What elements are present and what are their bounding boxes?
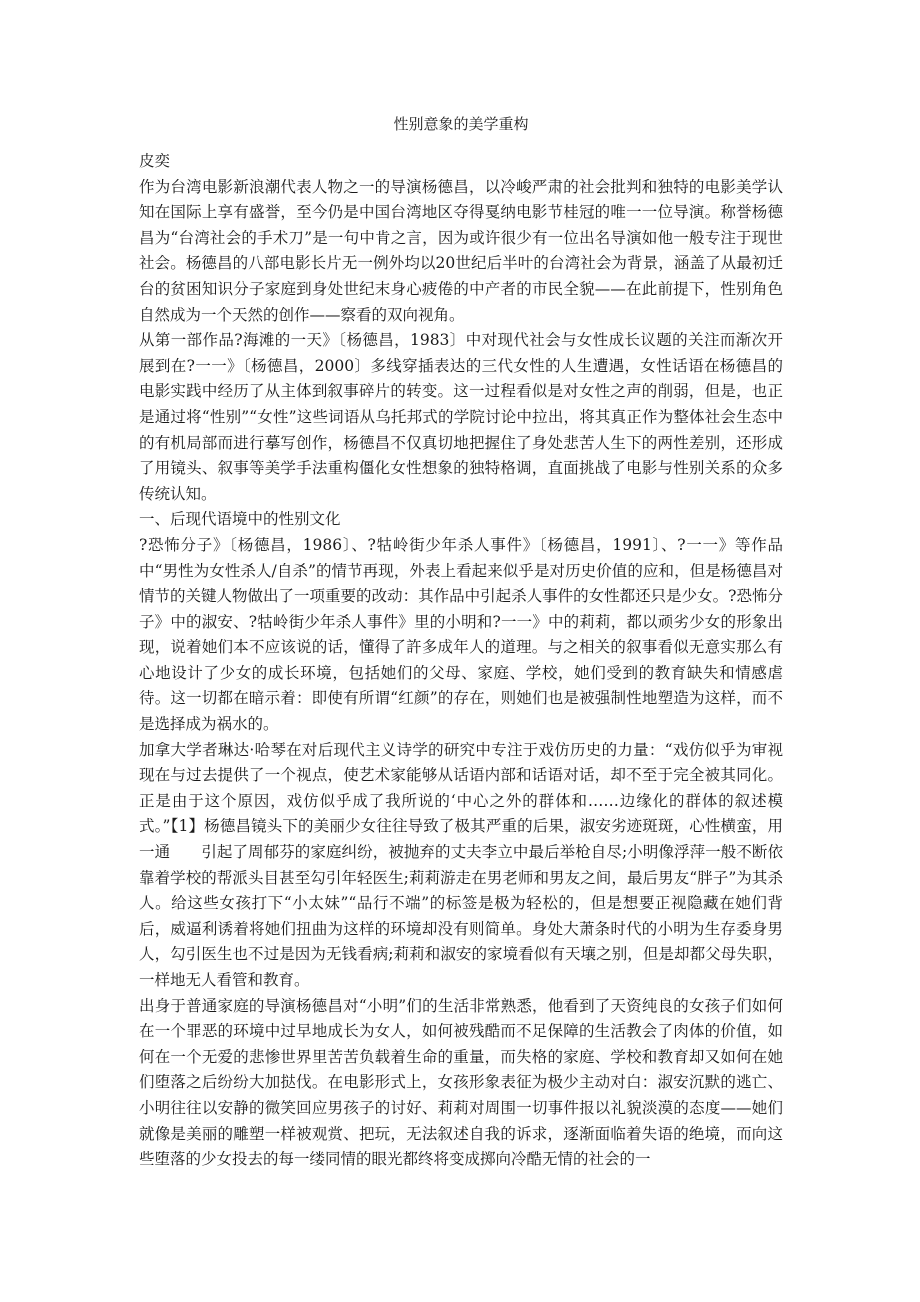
- paragraph: 出身于普通家庭的导演杨德昌对“小明”们的生活非常熟悉，他看到了天资纯良的女孩子们如何在一个罪恶的环境中过早地成长为女人，如何被残酷而不足保障的生活教会了肉体的价值，如何在一个无爱的悲惨世界里苦苦负载着生命的重量，而失格的家庭、学校和教育却又如何在她们堕落之后纷纷大加挞伐。在电影形式上，女孩形象表征为极少主动对白：淑安沉默的逃亡、小明往往以安静的微笑回应男孩子的讨好、莉莉对周围一切事件报以礼貌淡漠的态度——她们就像是美丽的雕塑一样被观赏、把玩，无法叙述自我的诉求，逐渐面临着失语的绝境，而向这些堕落的少女投去的每一缕同情的眼光都终将变成掷向冷酷无情的社会的一: [139, 996, 783, 1169]
- author-name: 皮奕: [139, 152, 171, 170]
- document-title: 性别意象的美学重构: [393, 115, 529, 133]
- section-heading: 一、后现代语境中的性别文化: [139, 510, 341, 529]
- paragraph: 作为台湾电影新浪潮代表人物之一的导演杨德昌，以冷峻严肃的社会批判和独特的电影美学认知在国际上享有盛誉，至今仍是中国台湾地区夺得戛纳电影节桂冠的唯一一位导演。称誉杨德昌为“台湾社会的手术刀”是一句中肯之言，因为或许很少有一位出名导演如他一般专注于现世社会。杨德昌的八部电影长片无一例外均以20世纪后半叶的台湾社会为背景，涵盖了从最初迁台的贫困知识分子家庭到身处世纪末身心疲倦的中产者的市民全貌——在此前提下，性别角色自然成为一个天然的创作——察看的双向视角。: [139, 177, 783, 324]
- document-page: [139, 113, 783, 1173]
- paragraph: 加拿大学者琳达·哈琴在对后现代主义诗学的研究中专注于戏仿历史的力量：“戏仿似乎为审视现在与过去提供了一个视点，使艺术家能够从话语内部和话语对话，却不至于完全被其同化。正是由于这个原因，戏仿似乎成了我所说的‘中心之外的群体和……边缘化的群体的叙述模式。”【1】杨德昌镜头下的美丽少女往往导致了极其严重的后果，淑安劣迹斑斑，心性横蛮，用一通 引起了周郁芬的家庭纠纷，被抛弃的丈夫李立中最后举枪自尽;小明像浮萍一般不断依靠着学校的帮派头目甚至勾引年轻医生;莉莉游走在男老师和男友之间，最后男友“胖子”为其杀人。给这些女孩打下“小太妹”“品行不端”的标签是极为轻松的，但是想要正视隐藏在她们背后，威逼利诱着将她们扭曲为这样的环境却没有则简单。身处大萧条时代的小明为生存委身男人，勾引医生也不过是因为无钱看病;莉莉和淑安的家境看似有天壤之别，但是却都父母失职，一样地无人看管和教育。: [139, 740, 783, 989]
- paragraph: ?恐怖分子》〔杨德昌，1986〕、?牯岭街少年杀人事件》〔杨德昌，1991〕、?一一》等作品中“男性为女性杀人/自杀”的情节再现，外表上看起来似乎是对历史价值的应和，但是杨德昌对情节的关键人物做出了一项重要的改动：其作品中引起杀人事件的女性都还只是少女。?恐怖分子》中的淑安、?牯岭街少年杀人事件》里的小明和?一一》中的莉莉，都以顽劣少女的形象出现，说着她们本不应该说的话，懂得了許多成年人的道理。与之相关的叙事看似无意实那么有心地设计了少女的成长环境，包括她们的父母、家庭、学校，她们受到的教育缺失和情感虐待。这一切都在暗示着：即使有所谓“红颜”的存在，则她们也是被强制性地塑造为这样，而不是选择成为祸水的。: [139, 535, 783, 734]
- paragraph: 从第一部作品?海滩的一天》〔杨德昌，1983〕中对现代社会与女性成长议题的关注而渐次开展到在?一一》〔杨德昌，2000〕多线穿插表达的三代女性的人生遭遇，女性话语在杨德昌的电影实践中经历了从主体到叙事碎片的转变。这一过程看似是对女性之声的削弱，但是，也正是通过将“性别”“女性”这些词语从乌托邦式的学院讨论中拉出，将其真正作为整体社会生态中的有机局部而进行摹写创作，杨德昌不仅真切地把握住了身处悲苦人生下的两性差别，还形成了用镜头、叙事等美学手法重构僵化女性想象的独特格调，直面挑战了电影与性别关系的众多传统认知。: [139, 331, 783, 503]
